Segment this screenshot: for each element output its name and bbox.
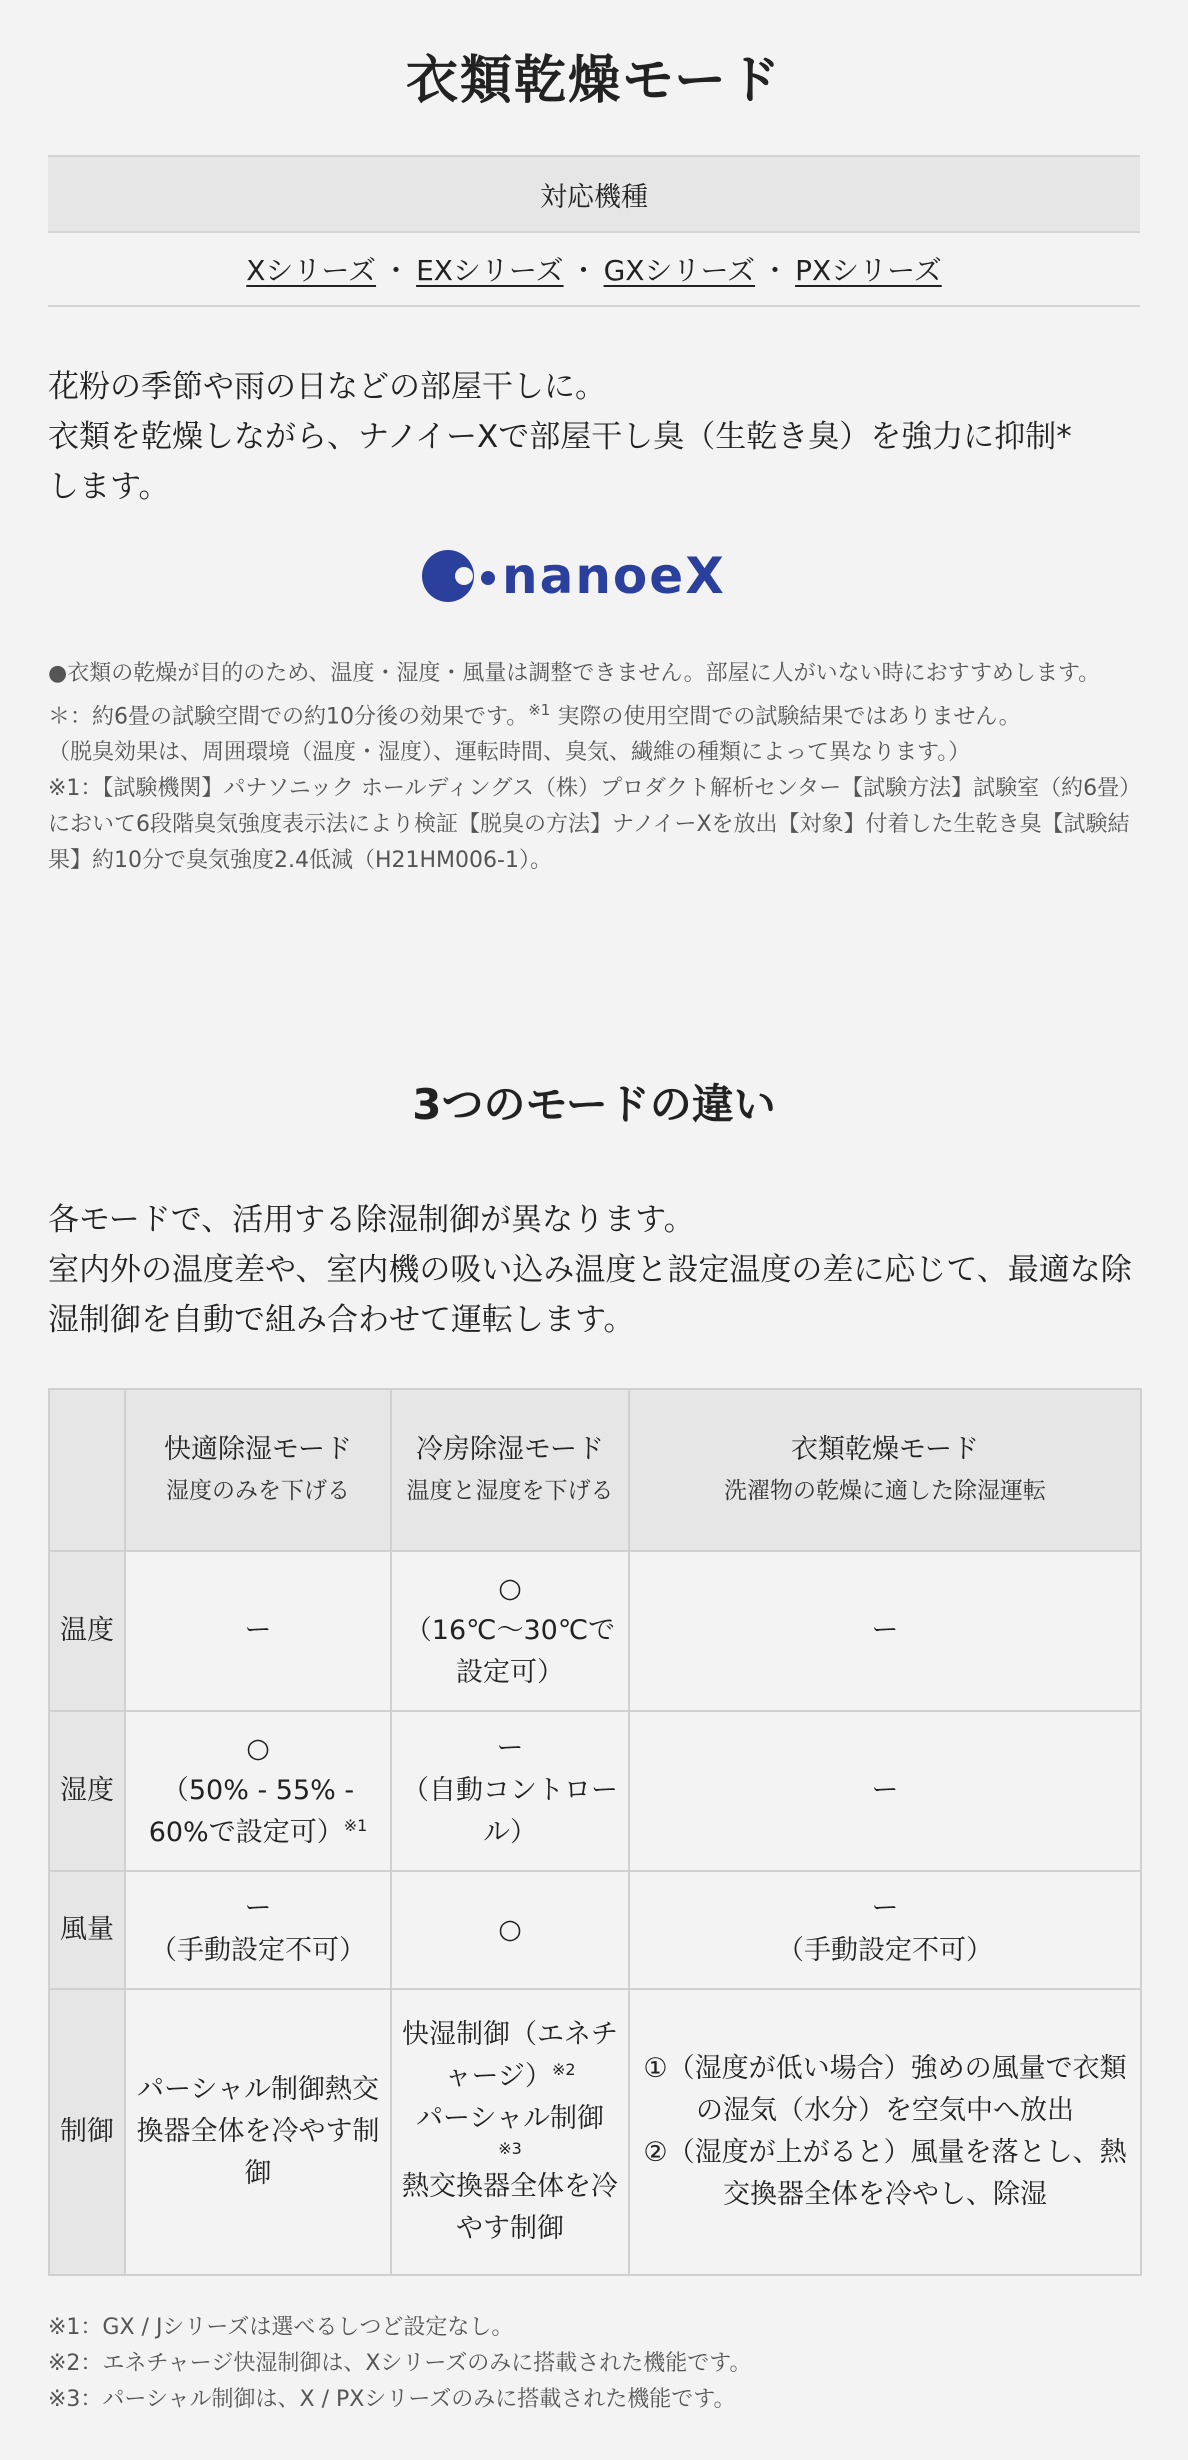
- row-header-control: 制御: [49, 1989, 125, 2275]
- cell: ①（湿度が低い場合）強めの風量で衣類の湿気（水分）を空気中へ放出 ②（湿度が上がると）風量を落とし、熱交換器全体を冷やし、除湿: [629, 1989, 1141, 2275]
- column-header-clothes-dry: 衣類乾燥モード 洗濯物の乾燥に適した除湿運転: [629, 1389, 1141, 1551]
- column-header-cool-dry: 冷房除湿モード 温度と湿度を下げる: [391, 1389, 629, 1551]
- footnotes-table: [48, 2310, 1140, 2418]
- footnote-text: ＊：約6畳の試験空間での約10分後の効果です。: [48, 704, 529, 730]
- compatible-models-table: [48, 155, 1140, 307]
- cell: ー: [125, 1551, 391, 1711]
- table-corner-cell: [49, 1389, 125, 1551]
- cell: ー （自動コントロール）: [391, 1711, 629, 1871]
- table-row-control: [49, 1989, 1141, 2275]
- compatible-models-heading: 対応機種: [48, 157, 1140, 233]
- model-separator: ・: [761, 254, 790, 287]
- cell: 快湿制御（エネチャージ）$^{※2}$ パーシャル制御 ※3 熱交換器全体を冷やす制御: [391, 1989, 629, 2275]
- nanoe-dot-logo-icon: [422, 550, 495, 602]
- section-intro: [48, 1195, 1140, 1345]
- model-link-ex[interactable]: EXシリーズ: [416, 254, 564, 287]
- section-intro-line: 室内外の温度差や、室内機の吸い込み温度と設定温度の差に応じて、最適な除湿制御を自動で組み合わせて運転します。: [48, 1252, 1132, 1338]
- intro-text: [48, 362, 1140, 512]
- model-separator: ・: [382, 254, 411, 287]
- model-separator: ・: [569, 254, 598, 287]
- cell: ー （手動設定不可）: [125, 1871, 391, 1989]
- section-intro-line: 各モードで、活用する除湿制御が異なります。: [48, 1202, 695, 1238]
- cell: ○ （16℃〜30℃で設定可）: [391, 1551, 629, 1711]
- row-header-temperature: 温度: [49, 1551, 125, 1711]
- mode-comparison-table: [48, 1388, 1142, 2276]
- table-row-humidity: [49, 1711, 1141, 1871]
- cell: ○: [391, 1871, 629, 1989]
- footnote: ※3：パーシャル制御は、X / PXシリーズのみに搭載された機能です。: [48, 2387, 736, 2412]
- nanoex-logo: [418, 546, 770, 606]
- intro-line: 花粉の季節や雨の日などの部屋干しに。: [48, 369, 606, 405]
- intro-line: 衣類を乾燥しながら、ナノイーXで部屋干し臭（生乾き臭）を強力に抑制*: [48, 419, 1072, 455]
- model-link-gx[interactable]: GXシリーズ: [603, 254, 756, 287]
- footnote: （脱臭効果は、周囲環境（温度・湿度）、運転時間、臭気、繊維の種類によって異なります。）: [48, 740, 971, 766]
- table-row-temperature: [49, 1551, 1141, 1711]
- cell: ○ （50% - 55% - 60%で設定可）$^{※1}$: [125, 1711, 391, 1871]
- footnote-text: 実際の使用空間での試験結果ではありません。: [550, 704, 1021, 730]
- cell: ー （手動設定不可）: [629, 1871, 1141, 1989]
- cell: ー: [629, 1711, 1141, 1871]
- column-header-comfort-dry: 快適除湿モード 湿度のみを下げる: [125, 1389, 391, 1551]
- footnote: ●衣類の乾燥が目的のため、温度・湿度・風量は調整できません。部屋に人がいない時におすすめします。: [48, 661, 1101, 686]
- footnote: [48, 692, 1140, 735]
- footnote: ※1：【試験機関】パナソニック ホールディングス（株）プロダクト解析センター【試験方法】試験室（約6畳）において6段階臭気強度表示法により検証【脱臭の方法】ナノイーXを放出【対象】付着した生乾き臭【試験結果】約10分で臭気強度2.4低減（H21HM006-1）。: [48, 776, 1131, 874]
- model-link-x[interactable]: Xシリーズ: [246, 254, 377, 287]
- row-header-airflow: 風量: [49, 1871, 125, 1989]
- footnote-ref: ※1: [528, 701, 551, 719]
- cell: ー: [629, 1551, 1141, 1711]
- footnote: ※1：GX / Jシリーズは選べるしつど設定なし。: [48, 2315, 514, 2340]
- row-header-humidity: 湿度: [49, 1711, 125, 1871]
- cell: パーシャル制御熱交換器全体を冷やす制御: [125, 1989, 391, 2275]
- intro-line: します。: [48, 469, 170, 505]
- compatible-models-links: [48, 233, 1140, 307]
- table-header-row: [49, 1389, 1141, 1551]
- footnote: ※2：エネチャージ快湿制御は、Xシリーズのみに搭載された機能です。: [48, 2351, 752, 2376]
- table-row-airflow: [49, 1871, 1141, 1989]
- section-title: 3つのモードの違い: [412, 1080, 776, 1129]
- footnotes-drying: [48, 656, 1140, 879]
- page-title: 衣類乾燥モード: [406, 51, 782, 111]
- model-link-px[interactable]: PXシリーズ: [795, 254, 942, 287]
- nanoex-logo-text: nanoeX: [502, 547, 726, 605]
